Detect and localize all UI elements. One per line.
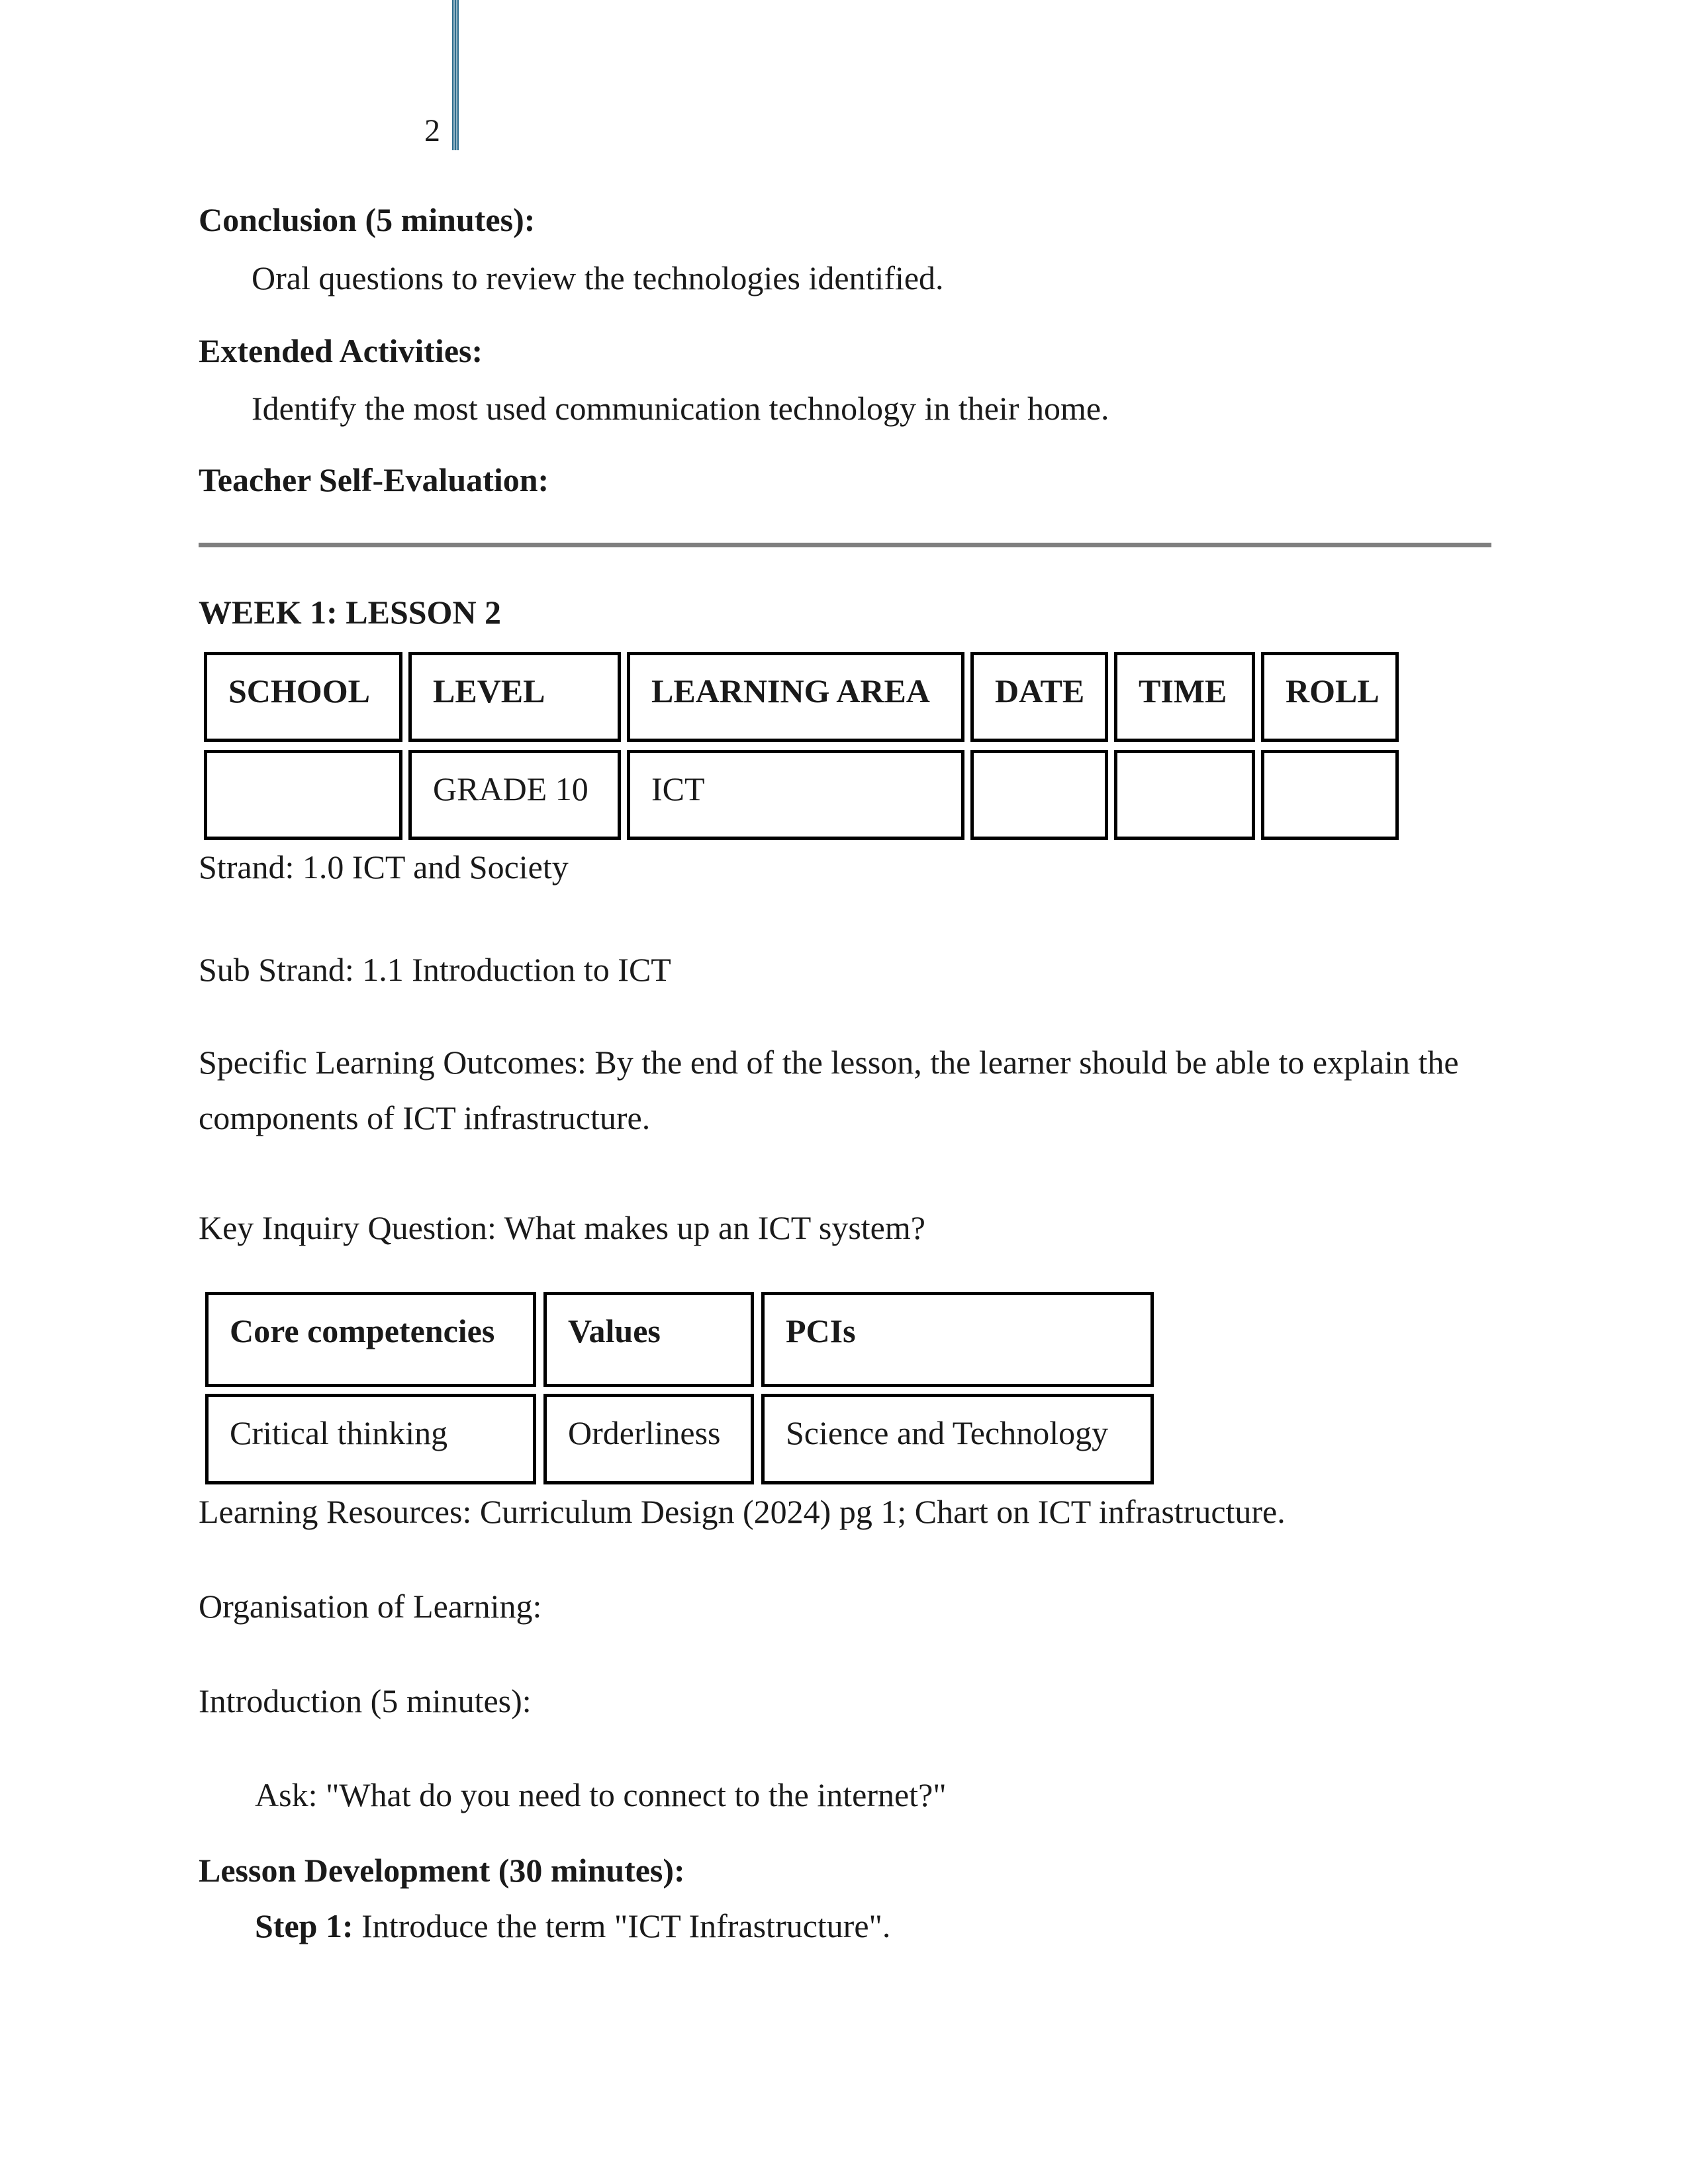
extended-activities-heading: Extended Activities: xyxy=(199,332,483,369)
competency-header-row xyxy=(205,1292,1154,1387)
ask-line: Ask: "What do you need to connect to the internet?" xyxy=(255,1776,947,1813)
info-header-date: DATE xyxy=(970,652,1108,742)
header-accent-bar xyxy=(452,0,459,150)
lesson-development-heading: Lesson Development (30 minutes): xyxy=(199,1852,685,1889)
step1-text: Introduce the term "ICT Infrastructure". xyxy=(353,1907,891,1944)
key-inquiry-line: Key Inquiry Question: What makes up an ICT system? xyxy=(199,1209,925,1246)
competency-cell-values: Orderliness xyxy=(543,1394,754,1484)
week-lesson-heading: WEEK 1: LESSON 2 xyxy=(199,594,502,631)
lesson-info-data-row xyxy=(204,750,1399,840)
competency-cell-pcis: Science and Technology xyxy=(761,1394,1154,1484)
info-cell-learning-area: ICT xyxy=(627,750,964,840)
info-header-learning-area: LEARNING AREA xyxy=(627,652,964,742)
teacher-self-evaluation-heading: Teacher Self-Evaluation: xyxy=(199,461,549,498)
info-cell-date xyxy=(970,750,1108,840)
learning-outcomes-paragraph: Specific Learning Outcomes: By the end of the lesson, the learner should be able to explain the components of ICT infrastructure. xyxy=(199,1044,1459,1136)
info-cell-time xyxy=(1114,750,1255,840)
section-divider xyxy=(199,543,1491,547)
step1-line xyxy=(255,1906,890,1946)
info-header-time: TIME xyxy=(1114,652,1255,742)
info-header-school: SCHOOL xyxy=(204,652,402,742)
sub-strand-line: Sub Strand: 1.1 Introduction to ICT xyxy=(199,951,671,988)
organisation-line: Organisation of Learning: xyxy=(199,1588,542,1625)
info-cell-level: GRADE 10 xyxy=(408,750,621,840)
competency-header-core: Core competencies xyxy=(205,1292,536,1387)
learning-resources-line: Learning Resources: Curriculum Design (2024) pg 1; Chart on ICT infrastructure. xyxy=(199,1493,1286,1530)
step1-label: Step 1: xyxy=(255,1907,353,1944)
lesson-info-table xyxy=(198,644,1405,848)
info-header-level: LEVEL xyxy=(408,652,621,742)
competency-data-row xyxy=(205,1394,1154,1484)
competency-cell-core: Critical thinking xyxy=(205,1394,536,1484)
conclusion-body: Oral questions to review the technologies identified. xyxy=(252,259,944,296)
competency-table xyxy=(198,1285,1161,1491)
competency-header-pcis: PCIs xyxy=(761,1292,1154,1387)
lesson-info-header-row xyxy=(204,652,1399,742)
conclusion-heading: Conclusion (5 minutes): xyxy=(199,201,536,238)
extended-activities-body: Identify the most used communication technology in their home. xyxy=(252,390,1109,427)
info-cell-roll xyxy=(1261,750,1399,840)
info-cell-school xyxy=(204,750,402,840)
info-header-roll: ROLL xyxy=(1261,652,1399,742)
introduction-line: Introduction (5 minutes): xyxy=(199,1682,532,1719)
page-number: 2 xyxy=(424,113,440,148)
strand-line: Strand: 1.0 ICT and Society xyxy=(199,848,569,886)
competency-header-values: Values xyxy=(543,1292,754,1387)
